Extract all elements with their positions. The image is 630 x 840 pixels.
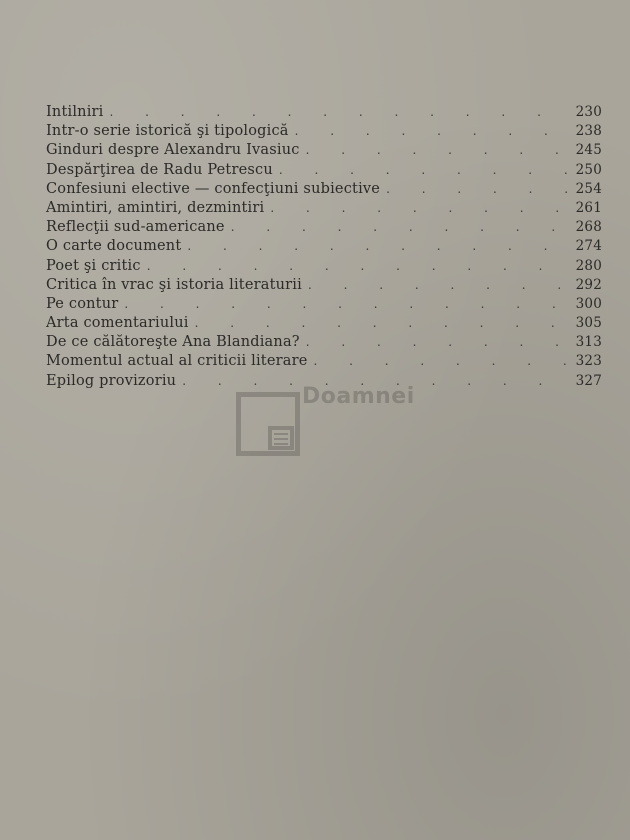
toc-entry-title: O carte document bbox=[46, 238, 182, 255]
toc-entry bbox=[46, 333, 602, 352]
toc-leader-dots bbox=[231, 218, 570, 237]
toc-leader-dots bbox=[308, 276, 570, 295]
toc-leader-dots bbox=[306, 333, 570, 352]
toc-entry-page: 238 bbox=[575, 123, 602, 140]
toc-entry bbox=[46, 122, 602, 141]
toc-entry bbox=[46, 199, 602, 218]
toc-entry-title: Reflecţii sud-americane bbox=[46, 219, 225, 236]
toc-entry-page: 300 bbox=[575, 295, 602, 312]
toc-leader-dots bbox=[306, 141, 570, 160]
toc-entry-title: Confesiuni elective — confecţiuni subiective bbox=[46, 180, 381, 197]
toc-entry-title: Critica în vrac şi istoria literaturii bbox=[46, 276, 302, 293]
toc-entry-page: 280 bbox=[575, 257, 602, 274]
toc-entry-page: 323 bbox=[575, 353, 602, 370]
toc-entry bbox=[46, 276, 602, 295]
toc-entry-page: 261 bbox=[575, 199, 602, 216]
toc-entry-title: Arta comentariului bbox=[46, 315, 189, 332]
toc-leader-dots bbox=[386, 180, 570, 199]
toc-entry-page: 313 bbox=[575, 334, 602, 351]
watermark bbox=[236, 384, 415, 464]
toc-entry bbox=[46, 257, 602, 276]
toc-leader-dots bbox=[110, 103, 570, 122]
toc-leader-dots bbox=[270, 199, 570, 218]
toc-entry-page: 254 bbox=[575, 180, 602, 197]
toc-entry bbox=[46, 161, 602, 180]
toc-entry-page: 250 bbox=[575, 161, 602, 178]
toc-entry bbox=[46, 103, 602, 122]
toc-leader-dots bbox=[295, 122, 570, 141]
toc-entry-title: Poet şi critic bbox=[46, 257, 141, 274]
toc-entry bbox=[46, 218, 602, 237]
toc-entry bbox=[46, 314, 602, 333]
table-of-contents bbox=[46, 103, 602, 391]
toc-leader-dots bbox=[124, 295, 570, 314]
toc-entry-title: Momentul actual al criticii literare bbox=[46, 353, 308, 370]
toc-entry-title: Intr-o serie istorică şi tipologică bbox=[46, 123, 289, 140]
toc-entry-title: Despărţirea de Radu Petrescu bbox=[46, 161, 273, 178]
toc-entry-page: 305 bbox=[575, 315, 602, 332]
toc-entry-page: 268 bbox=[575, 219, 602, 236]
toc-entry bbox=[46, 352, 602, 371]
toc-entry-title: Amintiri, amintiri, dezmintiri bbox=[46, 199, 265, 216]
toc-leader-dots bbox=[147, 257, 570, 276]
toc-entry-page: 245 bbox=[575, 142, 602, 159]
toc-entry bbox=[46, 237, 602, 256]
toc-entry-title: De ce călătoreşte Ana Blandiana? bbox=[46, 334, 300, 351]
toc-leader-dots bbox=[314, 352, 570, 371]
toc-leader-dots bbox=[195, 314, 570, 333]
toc-leader-dots bbox=[279, 161, 570, 180]
toc-entry bbox=[46, 295, 602, 314]
toc-entry-title: Intilniri bbox=[46, 104, 104, 120]
toc-entry-page: 292 bbox=[575, 276, 602, 293]
watermark-logo-icon bbox=[236, 392, 300, 456]
toc-entry-page: 274 bbox=[575, 238, 602, 255]
toc-leader-dots bbox=[187, 237, 570, 256]
toc-entry bbox=[46, 180, 602, 199]
toc-entry-title: Ginduri despre Alexandru Ivasiuc bbox=[46, 142, 300, 159]
toc-entry bbox=[46, 141, 602, 160]
toc-entry-title: Epilog provizoriu bbox=[46, 372, 177, 389]
toc-entry-page: 327 bbox=[575, 372, 602, 389]
watermark-text: Doamnei bbox=[302, 384, 415, 409]
toc-entry-title: Pe contur bbox=[46, 295, 119, 312]
toc-entry-page: 230 bbox=[575, 104, 602, 120]
